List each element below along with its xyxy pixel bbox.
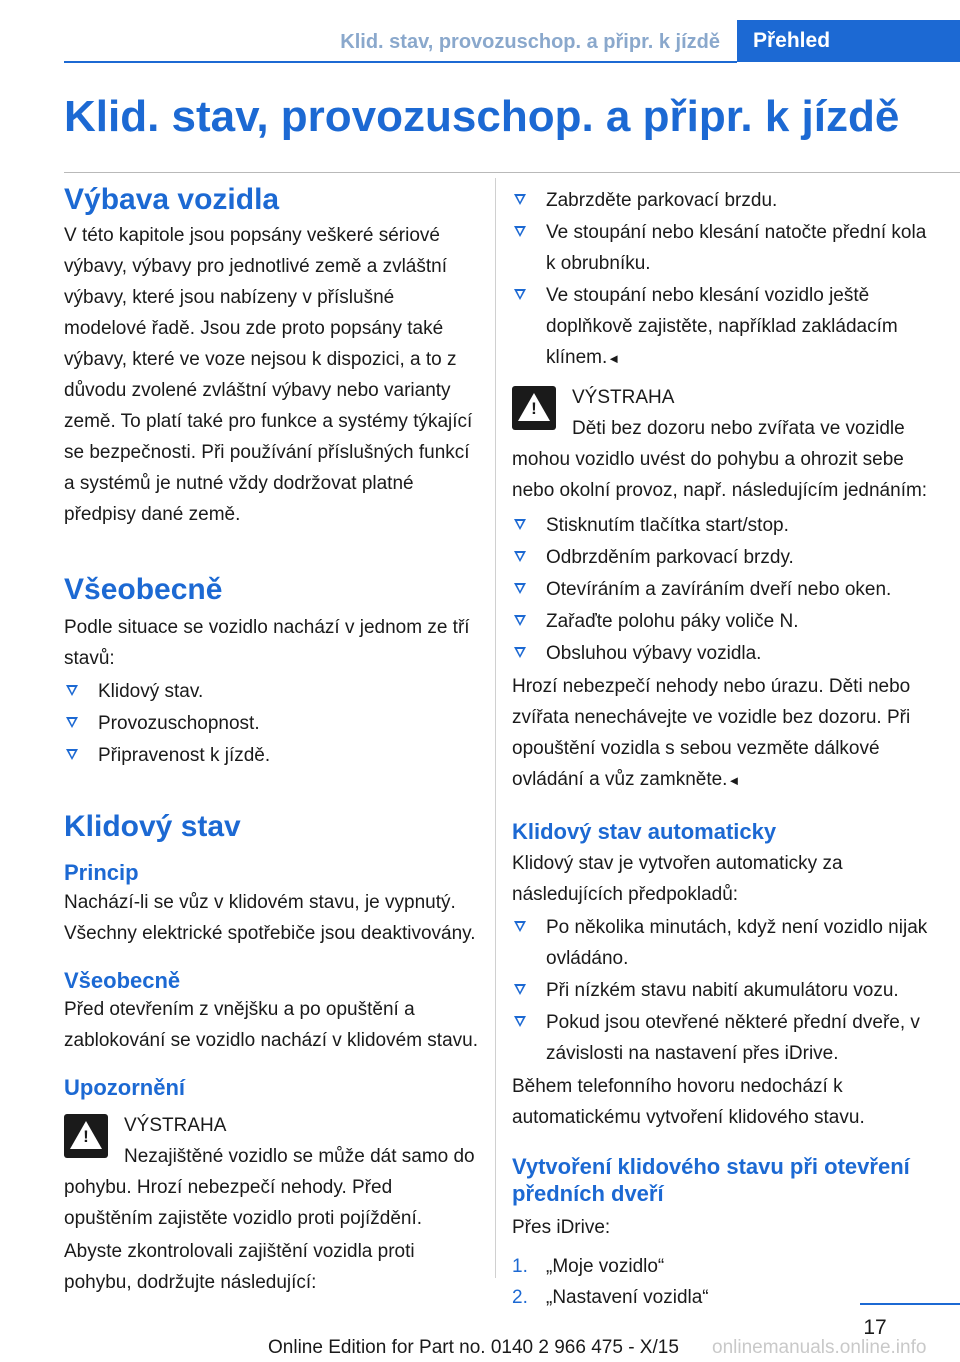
list-item bbox=[512, 185, 928, 216]
warning-text: Děti bez dozoru nebo zvířata ve vozidle mohou vozidlo uvést do pohybu a ohrozit sebe nebo okolní provoz, např. následujícím jednáním: bbox=[512, 418, 928, 501]
warning-label: VÝSTRAHA bbox=[124, 1114, 227, 1136]
page-title: Klid. stav, provozuschop. a připr. k jízdě bbox=[64, 92, 900, 141]
list-item-text: Klidový stav. bbox=[98, 681, 204, 702]
paragraph-vseobecne-2: Před otevřením z vnějšku a po opuštění a zablokování se vozidlo nachází v klidovém stavu. bbox=[64, 999, 478, 1051]
list-item-text: Zařaďte polohu páky voliče N. bbox=[546, 611, 799, 632]
list-item bbox=[512, 975, 928, 1006]
end-mark-icon: ◄ bbox=[607, 351, 621, 366]
list-item bbox=[512, 1007, 928, 1069]
list-item-text: Ve stoupání nebo klesání vozidlo ještě doplňkově zajistěte, například zakládacím klínem. bbox=[546, 285, 898, 368]
list-item-text: Po několika minutách, když není vozidlo nijak ovládáno. bbox=[546, 916, 928, 969]
list-item-text: Odbrzděním parkovací brzdy. bbox=[546, 547, 794, 568]
step-number: 1. bbox=[512, 1255, 528, 1277]
list-item-text: Obsluhou výbavy vozidla. bbox=[546, 643, 762, 664]
list-item bbox=[512, 1282, 928, 1313]
list-item bbox=[64, 740, 480, 771]
end-mark-icon: ◄ bbox=[727, 773, 741, 788]
heading-vseobecne: Všeobecně bbox=[64, 573, 223, 606]
list-item-text: Pokud jsou otevřené některé přední dveře, v závislosti na nastavení přes iDrive. bbox=[546, 1011, 920, 1064]
column-divider bbox=[495, 178, 496, 1278]
header-rule bbox=[64, 61, 737, 63]
list-item bbox=[64, 708, 480, 739]
list-item-text: Ve stoupání nebo klesání natočte přední kola k obrubníku. bbox=[546, 222, 927, 274]
heading-klidovy-stav: Klidový stav bbox=[64, 810, 241, 843]
list-item-text: Připravenost k jízdě. bbox=[98, 745, 271, 766]
watermark: onlinemanuals.online.info bbox=[712, 1337, 927, 1358]
list-item bbox=[512, 1251, 928, 1282]
running-header bbox=[0, 0, 960, 62]
list-item bbox=[512, 638, 928, 669]
list-item-text: Při nízkém stavu nabití akumulátoru vozu. bbox=[546, 979, 899, 1001]
list-item bbox=[512, 280, 928, 374]
triangle-bullet-icon bbox=[66, 749, 78, 760]
warning-icon: ! bbox=[512, 386, 556, 430]
triangle-bullet-icon bbox=[514, 984, 526, 995]
triangle-bullet-icon bbox=[514, 615, 526, 626]
page-number: 17 bbox=[863, 1316, 887, 1339]
list-item bbox=[512, 606, 928, 637]
heading-vybava: Výbava vozidla bbox=[64, 183, 280, 216]
triangle-bullet-icon bbox=[514, 1016, 526, 1027]
triangle-bullet-icon bbox=[66, 717, 78, 728]
paragraph-vybava: V této kapitole jsou popsány veškeré sériové výbavy, výbavy pro jednotlivé země a zvláštní výbavy, které jsou nabízeny v příslušné modelové řadě. Jsou zde proto popsány také výbavy, které ve voze nejsou k dispozici, a to z důvodu zvolené zvláštní výbavy nebo varianty země. To platí také pro funkce a systémy týkající se bezpečnosti. Při používání příslušných funkcí a systémů je nutné vždy dodržovat platné předpisy dané země. bbox=[64, 225, 473, 525]
list-item bbox=[512, 217, 928, 279]
triangle-bullet-icon bbox=[514, 647, 526, 658]
paragraph-check: Abyste zkontrolovali zajištění vozidla proti pohybu, dodržujte následující: bbox=[64, 1240, 415, 1293]
list-item bbox=[512, 542, 928, 573]
triangle-bullet-icon bbox=[514, 194, 526, 205]
heading-vseobecne-2: Všeobecně bbox=[64, 967, 181, 993]
actions-list bbox=[512, 510, 928, 669]
footer-rule bbox=[860, 1303, 960, 1305]
danger-text: Hrozí nebezpečí nehody nebo úrazu. Děti nebo zvířata nenechávejte ve vozidle bez dozoru. Při opouštění vozidla s sebou vezměte dálkové ovládání a vůz zamkněte. bbox=[512, 676, 911, 790]
securing-steps-list bbox=[512, 185, 928, 374]
section-tab: Přehled bbox=[737, 20, 960, 62]
right-column bbox=[512, 178, 928, 1313]
footer-edition: Online Edition for Part no. 0140 2 966 475 - X/15 bbox=[268, 1337, 679, 1358]
paragraph-princip: Nachází-li se vůz v klidovém stavu, je vypnutý. Všechny elektrické spotřebiče jsou deaktivovány. bbox=[64, 891, 476, 944]
heading-vytvoreni: Vytvoření klidového stavu při otevření předních dveří bbox=[512, 1153, 910, 1206]
triangle-bullet-icon bbox=[514, 289, 526, 300]
list-item-text: Stisknutím tlačítka start/stop. bbox=[546, 515, 789, 536]
triangle-bullet-icon bbox=[514, 226, 526, 237]
triangle-bullet-icon bbox=[514, 551, 526, 562]
list-item-text: „Moje vozidlo“ bbox=[546, 1255, 665, 1277]
paragraph-danger bbox=[512, 671, 928, 796]
triangle-bullet-icon bbox=[514, 921, 526, 932]
list-item-text: „Nastavení vozidla“ bbox=[546, 1286, 709, 1308]
warning-label: VÝSTRAHA bbox=[572, 387, 675, 408]
list-item bbox=[64, 676, 480, 707]
conditions-list bbox=[512, 912, 928, 1069]
warning-text: Nezajištěné vozidlo se může dát samo do pohybu. Hrozí nebezpečí nehody. Před opuštěním zajistěte vozidlo proti pojíždění. bbox=[64, 1145, 475, 1229]
heading-klidovy-stav-automaticky: Klidový stav automaticky bbox=[512, 819, 777, 844]
step-number: 2. bbox=[512, 1286, 528, 1308]
list-item bbox=[512, 912, 928, 974]
left-column bbox=[64, 178, 480, 1298]
heading-upozorneni: Upozornění bbox=[64, 1075, 185, 1100]
paragraph-call: Během telefonního hovoru nedochází k automatickému vytvoření klidového stavu. bbox=[512, 1075, 865, 1128]
title-rule bbox=[64, 172, 960, 173]
warning-icon: ! bbox=[64, 1114, 108, 1158]
running-header-title: Klid. stav, provozuschop. a připr. k jízdě bbox=[340, 31, 720, 53]
triangle-bullet-icon bbox=[66, 685, 78, 696]
triangle-bullet-icon bbox=[514, 519, 526, 530]
paragraph-auto: Klidový stav je vytvořen automaticky za následujících předpokladů: bbox=[512, 852, 843, 905]
warning-block bbox=[64, 1110, 480, 1234]
list-item-text: Otevíráním a zavíráním dveří nebo oken. bbox=[546, 579, 892, 600]
list-item bbox=[512, 510, 928, 541]
triangle-bullet-icon bbox=[514, 583, 526, 594]
list-item-text: Zabrzděte parkovací brzdu. bbox=[546, 190, 778, 211]
paragraph-vseobecne: Podle situace se vozidlo nachází v jednom ze tří stavů: bbox=[64, 617, 470, 669]
states-list bbox=[64, 676, 480, 771]
list-item bbox=[512, 574, 928, 605]
list-item-text: Provozuschopnost. bbox=[98, 713, 260, 734]
heading-princip: Princip bbox=[64, 860, 139, 885]
paragraph-idrive: Přes iDrive: bbox=[512, 1216, 611, 1238]
warning-block bbox=[512, 382, 928, 506]
